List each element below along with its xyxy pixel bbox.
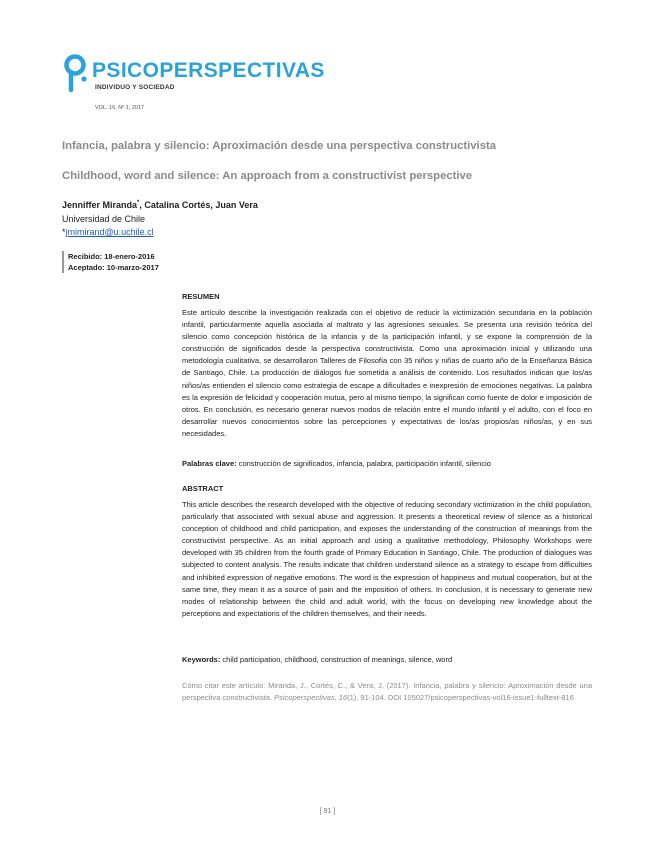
citation-post: (1), 91-104. DOI 105027/psicoperspectivas-vol16-issue1-fulltext-816 <box>347 693 574 702</box>
article-title-en: Childhood, word and silence: An approach from a constructivist perspective <box>62 170 473 182</box>
other-authors: , Catalina Cortés, Juan Vera <box>139 200 258 210</box>
corresponding-mark: * <box>137 200 140 206</box>
abstract-text: This article describes the research developed with the objective of reducing secondary victimization in the child population, particularly that associated with sexual abuse and aggression. It presents a theoretical review of silence as a historical conception of childhood and child participation, and exposes the understanding of the construction of meanings from the constructivist perspective. As an initial approach and using a qualitative methodology, Philosophy Workshops were developed with 35 children from the fourth grade of Primary Education in Santiago, Chile. The production of dialogues was subjected to content analysis. The results indicate that children understand silence as a strategy to escape from difficulties and inhibited expression of negative emotions. The word is the expression of happiness and mutual cooperation, but at the same time, they mean it as a source of pain and the imposition of others. In conclusion, it is necessary to generate new modes of relationship between the child and adult world, with the focus on developing new knowledge about the perceptions and expectations of the children themselves, and their needs. <box>182 500 592 618</box>
resumen-text: Este artículo describe la investigación realizada con el objetivo de reducir la victimización secundaria en la población infantil, particularmente aquella asociada al maltrato y las agresiones sexuales. Se presenta una revisión teórica del silencio como concepción histórica de la infancia y de la participación infantil, y se expone la comprensión de la construcción de significados desde la perspectiva constructivista. Como una aproximación inicial y utilizando una metodología cualitativa, se desarrollaron Talleres de Filosofía con 35 niños y niñas de cuarto año de la Enseñanza Básica de Santiago, Chile. La producción de diálogos fue sometida a análisis de contenido. Los resultados indican que los/as niños/as entienden el silencio como estrategia de escape a dificultades e inexpresión de emociones negativas. La palabra es la expresión de felicidad y cooperación mutua, pero al mismo tiempo, la significan como fuente de dolor e imposición de otros. En conclusión, es necesario generar nuevos modos de relación entre el mundo infantil y el adulto, con el foco en desarrollar nuevos conocimientos sobre las percepciones y expectativas de los/as propios/as niños/as, y en sus necesidades. <box>182 308 592 438</box>
citation-journal: Psicoperspectivas, 16 <box>274 693 348 702</box>
page-number: [ 91 ] <box>319 808 336 815</box>
palabras-clave <box>182 459 592 468</box>
contact-email <box>62 227 154 237</box>
keywords-label: Keywords: <box>182 655 221 664</box>
palabras-clave-label: Palabras clave: <box>182 459 237 468</box>
article-dates <box>62 251 159 273</box>
first-author: Jenniffer Miranda <box>62 200 138 210</box>
journal-name: PSICOPERSPECTIVAS <box>92 59 325 82</box>
keywords <box>182 655 592 664</box>
journal-subtitle: INDIVIDUO Y SOCIEDAD <box>95 84 175 91</box>
journal-volume: VOL. 16, Nº 1, 2017 <box>95 105 145 111</box>
article-title-es: Infancia, palabra y silencio: Aproximación desde una perspectiva constructivista <box>62 140 497 152</box>
journal-logo <box>62 52 325 122</box>
email-link[interactable]: jmimirand@u.uchile.cl <box>65 227 154 237</box>
received-date: Recibido: 18-enero-2016 <box>68 252 155 261</box>
resumen-heading: RESUMEN <box>182 292 220 301</box>
abstract-heading: ABSTRACT <box>182 484 224 493</box>
keywords-list: child participation, childhood, construction of meanings, silence, word <box>220 655 453 664</box>
citation <box>182 680 592 704</box>
email-prefix: * <box>62 227 66 237</box>
author-list <box>62 200 258 210</box>
accepted-date: Aceptado: 10-marzo-2017 <box>68 263 159 272</box>
citation-label: Cómo citar este artículo: <box>182 681 266 690</box>
palabras-clave-list: construcción de significados, infancia, palabra, participación infantil, silencio <box>236 459 491 468</box>
journal-logo-icon <box>62 52 92 94</box>
affiliation: Universidad de Chile <box>62 214 146 224</box>
citation-pre: Miranda, J., Cortés, C., & Vera, J. (2017). Infancia, palabra y silencio: Aproximación desde una perspectiva constructivista. <box>182 681 593 702</box>
